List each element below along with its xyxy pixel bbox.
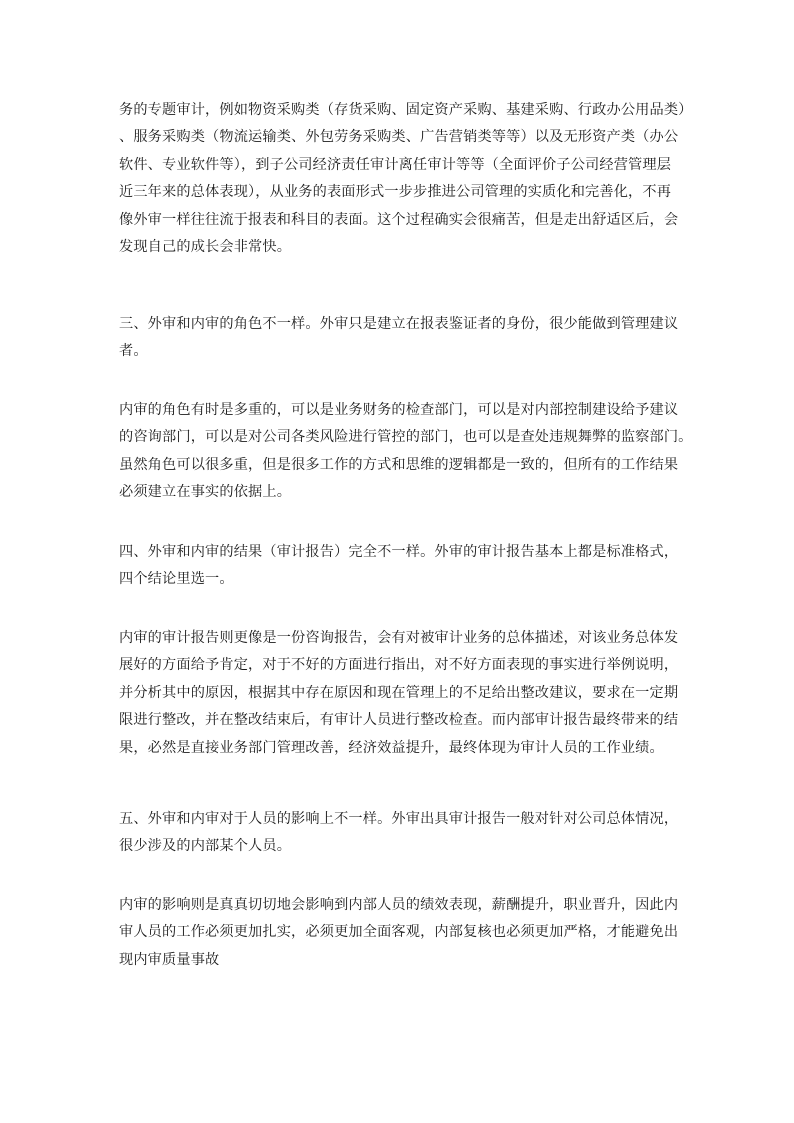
- paragraph-line: 内审的影响则是真真切切地会影响到内部人员的绩效表现，薪酬提升，职业晋升，因此内: [119, 897, 679, 913]
- paragraph-line: 必须建立在事实的依据上。: [119, 484, 292, 501]
- paragraph-line: 现内审质量事故: [119, 951, 220, 968]
- paragraph-line: 四、外审和内审的结果（审计报告）完全不一样。外审的审计报告基本上都是标准格式，: [119, 544, 679, 560]
- paragraph-6-heading: [119, 806, 679, 861]
- paragraph-line: 软件、专业软件等），到子公司经济责任审计离任审计等等（全面评价子公司经营管理层: [119, 156, 672, 173]
- paragraph-line: 内审的审计报告则更像是一份咨询报告，会有对被审计业务的总体描述，对该业务总体发: [119, 630, 679, 646]
- paragraph-line: 限进行整改，并在整改结束后，有审计人员进行整改检查。而内部审计报告最终带来的结: [119, 712, 679, 729]
- paragraph-3: [119, 397, 693, 507]
- paragraph-line: 像外审一样往往流于报表和科目的表面。这个过程确实会很痛苦，但是走出舒适区后，会: [119, 211, 679, 228]
- paragraph-line: 内审的角色有时是多重的，可以是业务财务的检查部门，可以是对内部控制建设给予建议: [119, 402, 679, 418]
- paragraph-line: 虽然角色可以很多重，但是很多工作的方式和思维的逻辑都是一致的，但所有的工作结果: [119, 456, 679, 473]
- paragraph-line: 展好的方面给予肯定，对于不好的方面进行指出，对不好方面表现的事实进行举例说明，: [119, 657, 679, 674]
- paragraph-7: [119, 892, 679, 974]
- paragraph-line: 五、外审和内审对于人员的影响上不一样。外审出具审计报告一般对针对公司总体情况，: [119, 811, 679, 827]
- paragraph-line: 三、外审和内审的角色不一样。外审只是建立在报表鉴证者的身份，很少能做到管理建议: [119, 316, 679, 332]
- paragraph-line: 审人员的工作必须更加扎实，必须更加全面客观，内部复核也必须更加严格，才能避免出: [119, 924, 679, 941]
- paragraph-line: 四个结论里选一。: [119, 571, 234, 588]
- paragraph-line: 很少涉及的内部某个人员。: [119, 838, 292, 855]
- paragraph-line: 发现自己的成长会非常快。: [119, 238, 292, 255]
- paragraph-5: [119, 625, 679, 762]
- paragraph-line: 的咨询部门，可以是对公司各类风险进行管控的部门，也可以是查处违规舞弊的监察部门。: [119, 429, 693, 446]
- paragraph-1: [119, 97, 693, 261]
- paragraph-2-heading: [119, 311, 679, 366]
- paragraph-line: 近三年来的总体表现），从业务的表面形式一步步推进公司管理的实质化和完善化，不再: [119, 184, 672, 201]
- paragraph-line: 、服务采购类（物流运输类、外包劳务采购类、广告营销类等等）以及无形资产类（办公: [119, 129, 679, 146]
- paragraph-4-heading: [119, 539, 679, 594]
- paragraph-line: 并分析其中的原因，根据其中存在原因和现在管理上的不足给出整改建议，要求在一定期: [119, 684, 679, 701]
- paragraph-line: 果，必然是直接业务部门管理改善，经济效益提升，最终体现为审计人员的工作业绩。: [119, 739, 664, 756]
- paragraph-line: 务的专题审计，例如物资采购类（存货采购、固定资产采购、基建采购、行政办公用品类）: [119, 102, 693, 118]
- paragraph-line: 者。: [119, 343, 148, 360]
